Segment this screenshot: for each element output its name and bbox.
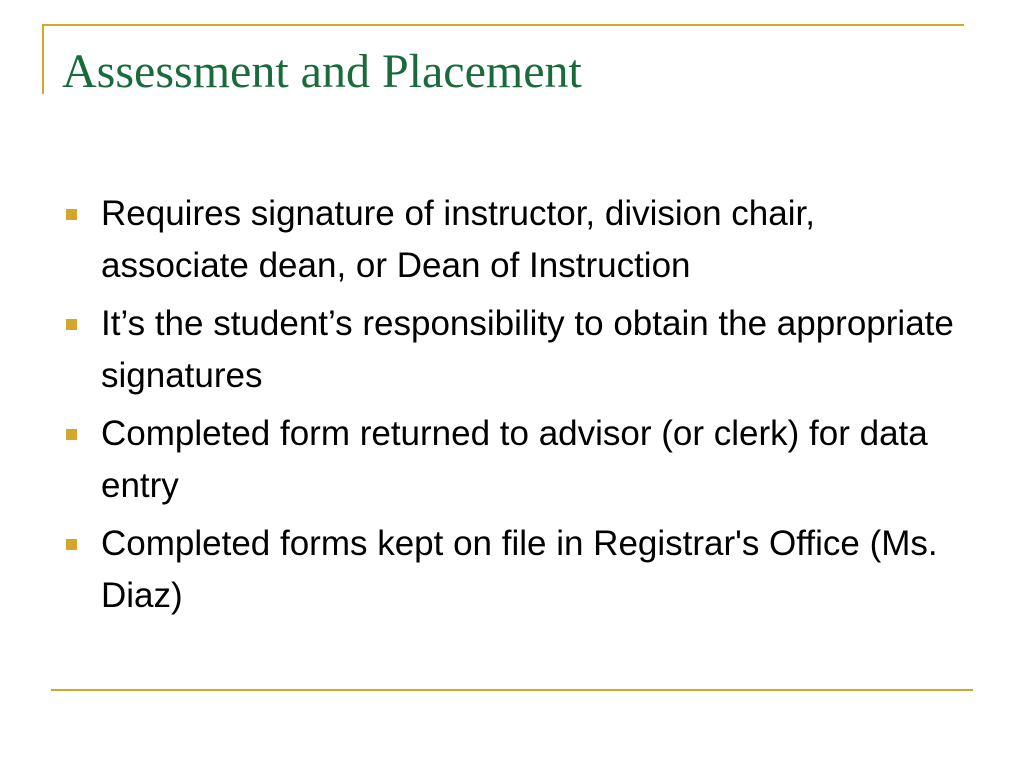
bullet-list [62, 188, 962, 628]
bullet-text: Completed form returned to advisor (or clerk) for data entry [101, 414, 928, 505]
square-bullet-icon [66, 429, 77, 440]
bullet-item [62, 408, 962, 512]
square-bullet-icon [66, 319, 77, 330]
bullet-text: Completed forms kept on file in Registrar's Office (Ms. Diaz) [101, 524, 938, 615]
square-bullet-icon [66, 209, 77, 220]
bottom-rule [51, 689, 973, 691]
bullet-item [62, 298, 962, 402]
bullet-item [62, 188, 962, 292]
frame-left-rule [42, 24, 44, 94]
bullet-text: It’s the student’s responsibility to obtain the appropriate signatures [101, 304, 954, 395]
square-bullet-icon [66, 539, 77, 550]
slide-title: Assessment and Placement [62, 45, 582, 98]
frame-top-rule [43, 24, 964, 26]
bullet-item [62, 518, 962, 622]
bullet-text: Requires signature of instructor, division chair, associate dean, or Dean of Instruction [101, 194, 815, 285]
